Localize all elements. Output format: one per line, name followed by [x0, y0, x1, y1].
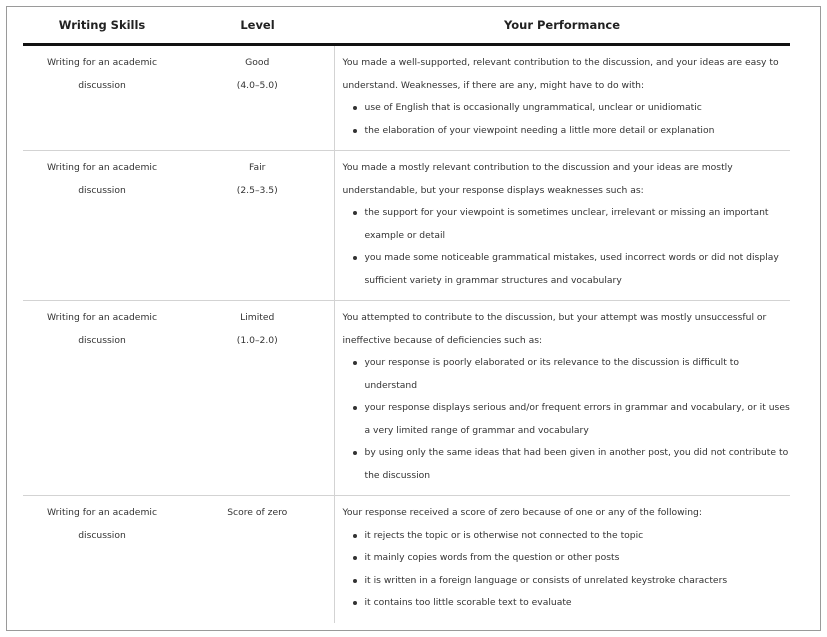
list-item: it rejects the topic or is otherwise not connected to the topic: [365, 525, 791, 548]
level-label: Limited: [240, 312, 275, 323]
header-level: Level: [181, 7, 334, 45]
skill-cell: [23, 301, 181, 496]
list-item: the support for your viewpoint is sometimes unclear, irrelevant or missing an important example or detail: [365, 202, 791, 247]
level-range: (1.0–2.0): [236, 334, 278, 346]
performance-bullets: [343, 352, 791, 487]
skill-label: Writing for an academic discussion: [46, 162, 157, 196]
score-report-panel: [6, 6, 821, 631]
list-item: use of English that is occasionally ungrammatical, unclear or unidiomatic: [365, 97, 791, 120]
list-item: it is written in a foreign language or consists of unrelated keystroke characters: [365, 570, 791, 593]
header-writing-skills: Writing Skills: [23, 7, 181, 45]
list-item: it contains too little scorable text to evaluate: [365, 592, 791, 615]
skill-cell: [23, 45, 181, 151]
performance-cell: [334, 45, 790, 151]
list-item: you made some noticeable grammatical mistakes, used incorrect words or did not display sufficient variety in grammar structures and vocabulary: [365, 247, 791, 292]
skill-label: Writing for an academic discussion: [46, 507, 157, 541]
table-row: [23, 496, 790, 623]
skill-label: Writing for an academic discussion: [46, 57, 157, 91]
level-cell: [181, 301, 334, 496]
list-item: your response displays serious and/or frequent errors in grammar and vocabulary, or it uses a very limited range of grammar and vocabulary: [365, 397, 791, 442]
performance-cell: [334, 151, 790, 301]
level-cell: [181, 151, 334, 301]
skill-cell: [23, 151, 181, 301]
level-label: Fair: [249, 162, 266, 173]
table-row: [23, 301, 790, 496]
performance-cell: [334, 301, 790, 496]
level-label: Score of zero: [227, 507, 288, 518]
performance-bullets: [343, 202, 791, 292]
performance-intro: Your response received a score of zero because of one or any of the following:: [342, 507, 702, 518]
performance-intro: You made a mostly relevant contribution to the discussion and your ideas are mostly understandable, but your response displays weaknesses such as:: [342, 162, 733, 196]
table-row: [23, 151, 790, 301]
level-range: (4.0–5.0): [236, 79, 278, 91]
skill-label: Writing for an academic discussion: [46, 312, 157, 346]
performance-intro: You attempted to contribute to the discussion, but your attempt was mostly unsuccessful or ineffective because of deficiencies such as:: [342, 312, 767, 346]
list-item: by using only the same ideas that had been given in another post, you did not contribute to the discussion: [365, 442, 791, 487]
level-cell: [181, 45, 334, 151]
skill-cell: [23, 496, 181, 623]
header-your-performance: Your Performance: [334, 7, 790, 45]
list-item: it mainly copies words from the question or other posts: [365, 547, 791, 570]
level-label: Good: [245, 57, 270, 68]
writing-skills-table: [23, 7, 790, 623]
performance-cell: [334, 496, 790, 623]
table-row: [23, 45, 790, 151]
table-header-row: [23, 7, 790, 45]
level-range: (2.5–3.5): [236, 184, 278, 196]
level-cell: [181, 496, 334, 623]
performance-intro: You made a well-supported, relevant contribution to the discussion, and your ideas are easy to understand. Weaknesses, if there are any, might have to do with:: [342, 57, 779, 91]
performance-bullets: [343, 525, 791, 615]
list-item: your response is poorly elaborated or its relevance to the discussion is difficult to understand: [365, 352, 791, 397]
performance-bullets: [343, 97, 791, 142]
list-item: the elaboration of your viewpoint needing a little more detail or explanation: [365, 120, 791, 143]
